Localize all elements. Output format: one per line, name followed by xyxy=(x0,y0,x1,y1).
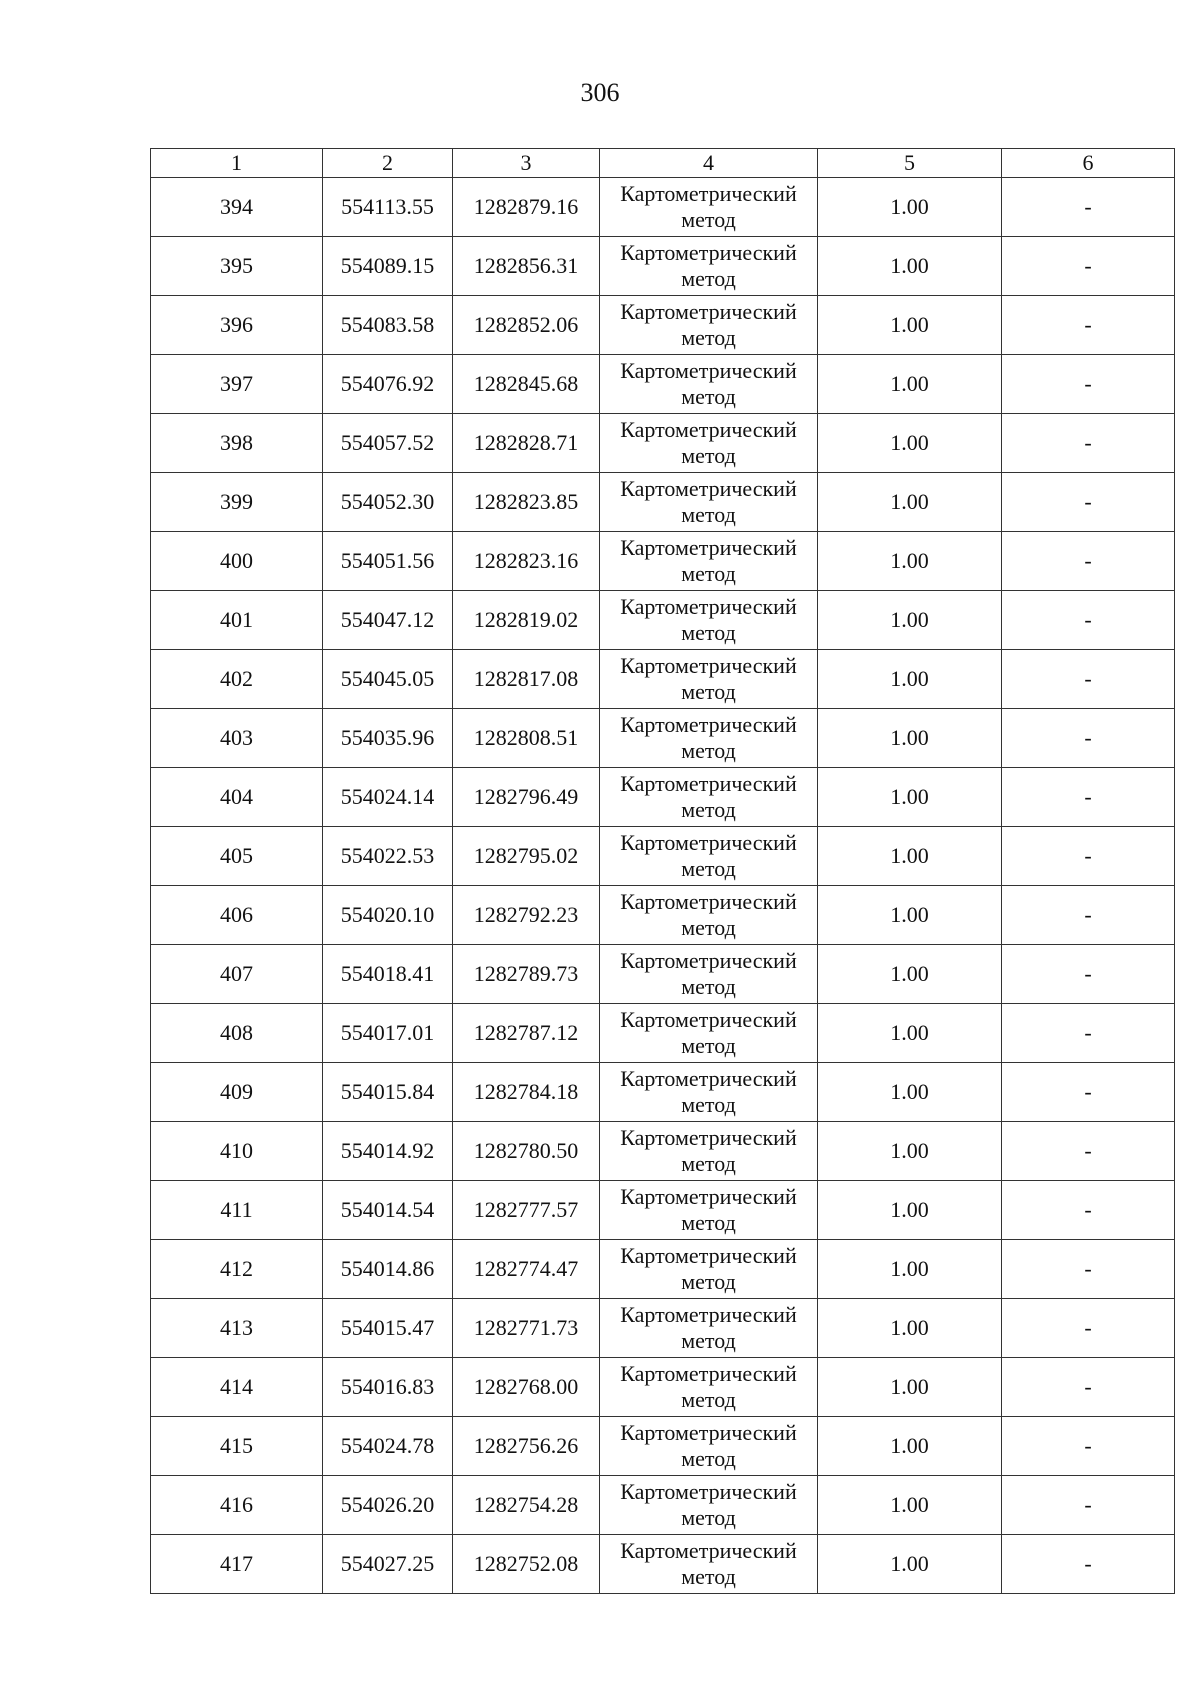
point-number-cell: 412 xyxy=(151,1240,323,1299)
x-coordinate-cell: 554047.12 xyxy=(323,591,453,650)
y-coordinate-cell: 1282754.28 xyxy=(453,1476,600,1535)
point-number-cell: 408 xyxy=(151,1004,323,1063)
precision-cell: 1.00 xyxy=(818,827,1002,886)
y-coordinate-cell: 1282752.08 xyxy=(453,1535,600,1594)
method-cell xyxy=(600,1004,818,1063)
method-cell xyxy=(600,709,818,768)
y-coordinate-cell: 1282817.08 xyxy=(453,650,600,709)
method-line-1: Картометрический xyxy=(620,476,797,501)
note-cell: - xyxy=(1002,532,1175,591)
method-line-1: Картометрический xyxy=(620,1066,797,1091)
x-coordinate-cell: 554015.47 xyxy=(323,1299,453,1358)
method-cell xyxy=(600,178,818,237)
precision-cell: 1.00 xyxy=(818,650,1002,709)
x-coordinate-cell: 554022.53 xyxy=(323,827,453,886)
y-coordinate-cell: 1282787.12 xyxy=(453,1004,600,1063)
point-number-cell: 395 xyxy=(151,237,323,296)
y-coordinate-cell: 1282823.16 xyxy=(453,532,600,591)
y-coordinate-cell: 1282780.50 xyxy=(453,1122,600,1181)
method-cell xyxy=(600,886,818,945)
method-line-2: метод xyxy=(681,1328,736,1353)
method-line-1: Картометрический xyxy=(620,712,797,737)
x-coordinate-cell: 554014.92 xyxy=(323,1122,453,1181)
method-cell xyxy=(600,296,818,355)
method-line-2: метод xyxy=(681,915,736,940)
method-line-2: метод xyxy=(681,1033,736,1058)
table-row xyxy=(151,532,1175,591)
point-number-cell: 415 xyxy=(151,1417,323,1476)
table-row xyxy=(151,827,1175,886)
method-line-1: Картометрический xyxy=(620,1243,797,1268)
point-number-cell: 399 xyxy=(151,473,323,532)
y-coordinate-cell: 1282879.16 xyxy=(453,178,600,237)
note-cell: - xyxy=(1002,1181,1175,1240)
precision-cell: 1.00 xyxy=(818,1240,1002,1299)
method-cell xyxy=(600,414,818,473)
x-coordinate-cell: 554045.05 xyxy=(323,650,453,709)
point-number-cell: 410 xyxy=(151,1122,323,1181)
method-cell xyxy=(600,237,818,296)
precision-cell: 1.00 xyxy=(818,237,1002,296)
method-line-2: метод xyxy=(681,561,736,586)
y-coordinate-cell: 1282856.31 xyxy=(453,237,600,296)
point-number-cell: 411 xyxy=(151,1181,323,1240)
x-coordinate-cell: 554083.58 xyxy=(323,296,453,355)
method-line-2: метод xyxy=(681,384,736,409)
point-number-cell: 400 xyxy=(151,532,323,591)
point-number-cell: 413 xyxy=(151,1299,323,1358)
method-line-1: Картометрический xyxy=(620,1420,797,1445)
x-coordinate-cell: 554014.86 xyxy=(323,1240,453,1299)
page-number: 306 xyxy=(580,78,620,107)
note-cell: - xyxy=(1002,473,1175,532)
precision-cell: 1.00 xyxy=(818,1299,1002,1358)
table-row xyxy=(151,1535,1175,1594)
method-cell xyxy=(600,355,818,414)
point-number-cell: 405 xyxy=(151,827,323,886)
header-cell-4: 4 xyxy=(600,149,818,178)
method-line-1: Картометрический xyxy=(620,1125,797,1150)
precision-cell: 1.00 xyxy=(818,1417,1002,1476)
note-cell: - xyxy=(1002,591,1175,650)
header-cell-1: 1 xyxy=(151,149,323,178)
point-number-cell: 398 xyxy=(151,414,323,473)
y-coordinate-cell: 1282852.06 xyxy=(453,296,600,355)
table-row xyxy=(151,296,1175,355)
method-cell xyxy=(600,1181,818,1240)
method-line-1: Картометрический xyxy=(620,535,797,560)
precision-cell: 1.00 xyxy=(818,1358,1002,1417)
precision-cell: 1.00 xyxy=(818,1122,1002,1181)
point-number-cell: 394 xyxy=(151,178,323,237)
method-line-2: метод xyxy=(681,207,736,232)
method-line-2: метод xyxy=(681,797,736,822)
note-cell: - xyxy=(1002,237,1175,296)
method-line-1: Картометрический xyxy=(620,181,797,206)
method-cell xyxy=(600,827,818,886)
point-number-cell: 404 xyxy=(151,768,323,827)
y-coordinate-cell: 1282808.51 xyxy=(453,709,600,768)
point-number-cell: 403 xyxy=(151,709,323,768)
note-cell: - xyxy=(1002,1004,1175,1063)
table-row xyxy=(151,355,1175,414)
precision-cell: 1.00 xyxy=(818,355,1002,414)
y-coordinate-cell: 1282777.57 xyxy=(453,1181,600,1240)
header-cell-2: 2 xyxy=(323,149,453,178)
y-coordinate-cell: 1282789.73 xyxy=(453,945,600,1004)
table-row xyxy=(151,886,1175,945)
method-cell xyxy=(600,1299,818,1358)
precision-cell: 1.00 xyxy=(818,1476,1002,1535)
precision-cell: 1.00 xyxy=(818,768,1002,827)
table-row xyxy=(151,591,1175,650)
method-line-2: метод xyxy=(681,974,736,999)
coordinates-table xyxy=(150,148,1175,1594)
table-row xyxy=(151,768,1175,827)
point-number-cell: 407 xyxy=(151,945,323,1004)
x-coordinate-cell: 554026.20 xyxy=(323,1476,453,1535)
table-row xyxy=(151,1004,1175,1063)
method-line-2: метод xyxy=(681,1269,736,1294)
x-coordinate-cell: 554113.55 xyxy=(323,178,453,237)
method-line-2: метод xyxy=(681,679,736,704)
y-coordinate-cell: 1282796.49 xyxy=(453,768,600,827)
x-coordinate-cell: 554016.83 xyxy=(323,1358,453,1417)
method-cell xyxy=(600,591,818,650)
method-line-2: метод xyxy=(681,738,736,763)
note-cell: - xyxy=(1002,355,1175,414)
table-row xyxy=(151,1417,1175,1476)
table-row xyxy=(151,709,1175,768)
method-line-2: метод xyxy=(681,1151,736,1176)
note-cell: - xyxy=(1002,1535,1175,1594)
note-cell: - xyxy=(1002,1417,1175,1476)
note-cell: - xyxy=(1002,414,1175,473)
note-cell: - xyxy=(1002,1476,1175,1535)
method-cell xyxy=(600,1240,818,1299)
point-number-cell: 406 xyxy=(151,886,323,945)
x-coordinate-cell: 554024.78 xyxy=(323,1417,453,1476)
method-line-1: Картометрический xyxy=(620,240,797,265)
point-number-cell: 416 xyxy=(151,1476,323,1535)
precision-cell: 1.00 xyxy=(818,1063,1002,1122)
method-line-2: метод xyxy=(681,1387,736,1412)
table-row xyxy=(151,1299,1175,1358)
y-coordinate-cell: 1282795.02 xyxy=(453,827,600,886)
table-row xyxy=(151,414,1175,473)
x-coordinate-cell: 554051.56 xyxy=(323,532,453,591)
y-coordinate-cell: 1282774.47 xyxy=(453,1240,600,1299)
method-line-1: Картометрический xyxy=(620,299,797,324)
table-row xyxy=(151,237,1175,296)
precision-cell: 1.00 xyxy=(818,414,1002,473)
method-line-2: метод xyxy=(681,1092,736,1117)
method-cell xyxy=(600,532,818,591)
method-line-2: метод xyxy=(681,502,736,527)
x-coordinate-cell: 554024.14 xyxy=(323,768,453,827)
table-row xyxy=(151,650,1175,709)
precision-cell: 1.00 xyxy=(818,1535,1002,1594)
method-line-1: Картометрический xyxy=(620,594,797,619)
method-cell xyxy=(600,1122,818,1181)
method-cell xyxy=(600,1535,818,1594)
method-cell xyxy=(600,1476,818,1535)
method-line-1: Картометрический xyxy=(620,948,797,973)
precision-cell: 1.00 xyxy=(818,709,1002,768)
method-line-1: Картометрический xyxy=(620,771,797,796)
note-cell: - xyxy=(1002,945,1175,1004)
x-coordinate-cell: 554052.30 xyxy=(323,473,453,532)
y-coordinate-cell: 1282845.68 xyxy=(453,355,600,414)
x-coordinate-cell: 554014.54 xyxy=(323,1181,453,1240)
method-cell xyxy=(600,473,818,532)
x-coordinate-cell: 554089.15 xyxy=(323,237,453,296)
header-cell-5: 5 xyxy=(818,149,1002,178)
method-line-2: метод xyxy=(681,1564,736,1589)
note-cell: - xyxy=(1002,709,1175,768)
note-cell: - xyxy=(1002,1122,1175,1181)
table-body xyxy=(151,178,1175,1594)
note-cell: - xyxy=(1002,1063,1175,1122)
point-number-cell: 414 xyxy=(151,1358,323,1417)
note-cell: - xyxy=(1002,886,1175,945)
precision-cell: 1.00 xyxy=(818,178,1002,237)
method-line-2: метод xyxy=(681,266,736,291)
table-row xyxy=(151,1063,1175,1122)
note-cell: - xyxy=(1002,1240,1175,1299)
precision-cell: 1.00 xyxy=(818,296,1002,355)
point-number-cell: 396 xyxy=(151,296,323,355)
method-line-1: Картометрический xyxy=(620,1184,797,1209)
precision-cell: 1.00 xyxy=(818,886,1002,945)
method-line-2: метод xyxy=(681,1210,736,1235)
method-line-2: метод xyxy=(681,620,736,645)
table-row xyxy=(151,473,1175,532)
header-cell-3: 3 xyxy=(453,149,600,178)
method-cell xyxy=(600,1358,818,1417)
method-line-1: Картометрический xyxy=(620,1538,797,1563)
method-line-1: Картометрический xyxy=(620,830,797,855)
method-line-1: Картометрический xyxy=(620,1479,797,1504)
note-cell: - xyxy=(1002,650,1175,709)
note-cell: - xyxy=(1002,1358,1175,1417)
header-cell-6: 6 xyxy=(1002,149,1175,178)
table-row xyxy=(151,1476,1175,1535)
precision-cell: 1.00 xyxy=(818,1004,1002,1063)
point-number-cell: 417 xyxy=(151,1535,323,1594)
method-line-2: метод xyxy=(681,443,736,468)
y-coordinate-cell: 1282784.18 xyxy=(453,1063,600,1122)
method-line-1: Картометрический xyxy=(620,358,797,383)
method-line-2: метод xyxy=(681,1446,736,1471)
method-line-1: Картометрический xyxy=(620,889,797,914)
method-line-1: Картометрический xyxy=(620,417,797,442)
x-coordinate-cell: 554017.01 xyxy=(323,1004,453,1063)
precision-cell: 1.00 xyxy=(818,473,1002,532)
point-number-cell: 397 xyxy=(151,355,323,414)
y-coordinate-cell: 1282819.02 xyxy=(453,591,600,650)
table-row xyxy=(151,1181,1175,1240)
precision-cell: 1.00 xyxy=(818,945,1002,1004)
table-row xyxy=(151,1240,1175,1299)
point-number-cell: 401 xyxy=(151,591,323,650)
x-coordinate-cell: 554057.52 xyxy=(323,414,453,473)
x-coordinate-cell: 554027.25 xyxy=(323,1535,453,1594)
table-row xyxy=(151,945,1175,1004)
y-coordinate-cell: 1282792.23 xyxy=(453,886,600,945)
method-cell xyxy=(600,1063,818,1122)
y-coordinate-cell: 1282768.00 xyxy=(453,1358,600,1417)
table-row xyxy=(151,1358,1175,1417)
y-coordinate-cell: 1282771.73 xyxy=(453,1299,600,1358)
point-number-cell: 409 xyxy=(151,1063,323,1122)
method-line-2: метод xyxy=(681,856,736,881)
method-line-2: метод xyxy=(681,1505,736,1530)
note-cell: - xyxy=(1002,768,1175,827)
table-row xyxy=(151,178,1175,237)
y-coordinate-cell: 1282828.71 xyxy=(453,414,600,473)
x-coordinate-cell: 554018.41 xyxy=(323,945,453,1004)
method-line-1: Картометрический xyxy=(620,1302,797,1327)
method-line-1: Картометрический xyxy=(620,653,797,678)
method-cell xyxy=(600,1417,818,1476)
precision-cell: 1.00 xyxy=(818,591,1002,650)
x-coordinate-cell: 554020.10 xyxy=(323,886,453,945)
precision-cell: 1.00 xyxy=(818,532,1002,591)
method-cell xyxy=(600,945,818,1004)
header-row xyxy=(151,149,1175,178)
note-cell: - xyxy=(1002,178,1175,237)
y-coordinate-cell: 1282823.85 xyxy=(453,473,600,532)
method-cell xyxy=(600,768,818,827)
x-coordinate-cell: 554015.84 xyxy=(323,1063,453,1122)
table-header xyxy=(151,149,1175,178)
x-coordinate-cell: 554076.92 xyxy=(323,355,453,414)
note-cell: - xyxy=(1002,296,1175,355)
x-coordinate-cell: 554035.96 xyxy=(323,709,453,768)
note-cell: - xyxy=(1002,1299,1175,1358)
note-cell: - xyxy=(1002,827,1175,886)
method-line-1: Картометрический xyxy=(620,1007,797,1032)
precision-cell: 1.00 xyxy=(818,1181,1002,1240)
y-coordinate-cell: 1282756.26 xyxy=(453,1417,600,1476)
method-line-1: Картометрический xyxy=(620,1361,797,1386)
table-row xyxy=(151,1122,1175,1181)
method-cell xyxy=(600,650,818,709)
point-number-cell: 402 xyxy=(151,650,323,709)
method-line-2: метод xyxy=(681,325,736,350)
